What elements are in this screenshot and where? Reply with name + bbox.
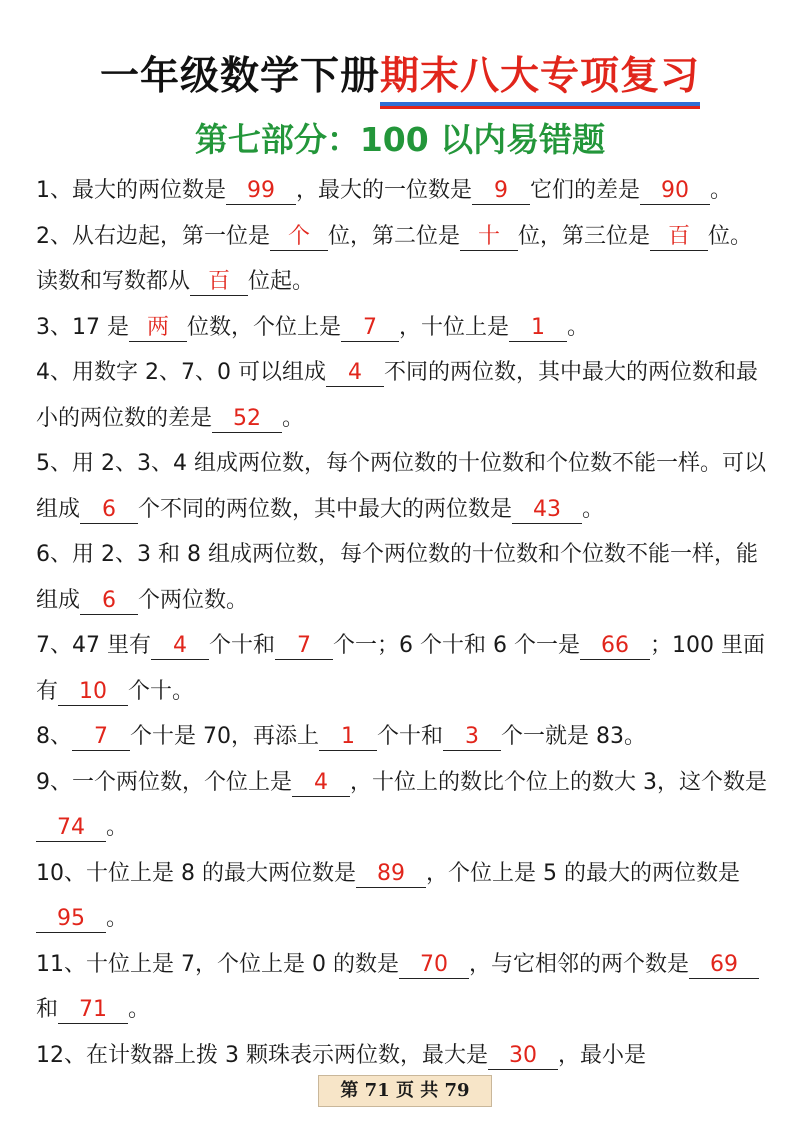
answer-blank: 4	[292, 770, 350, 797]
question-text: 它们的差是	[530, 178, 641, 203]
answer-blank: 7	[341, 315, 399, 342]
answer-blank: 43	[512, 497, 582, 524]
answer-blank: 百	[650, 224, 708, 251]
question-text: 。	[567, 314, 590, 340]
question-text: 个十和	[209, 633, 276, 658]
question-text: ，最大的一位数是	[296, 178, 473, 203]
answer-blank: 52	[212, 406, 282, 433]
question-item	[36, 760, 772, 851]
question-text: ，与它相邻的两个数是	[468, 951, 689, 977]
answer-blank: 6	[80, 588, 138, 615]
answer-blank: 66	[580, 633, 650, 660]
question-text: 位，第二位是	[328, 223, 461, 249]
answer-blank: 30	[488, 1043, 558, 1070]
question-text: 个十是 70，再添上	[130, 724, 319, 749]
question-text: 。	[106, 906, 129, 931]
question-text: 个一；6 个十和 6 个一是	[333, 633, 580, 658]
question-text: 。	[106, 815, 129, 840]
question-item	[36, 168, 772, 214]
question-text: 个十和	[377, 724, 444, 749]
question-text: 个不同的两位数，其中最大的两位数是	[138, 496, 513, 522]
answer-blank: 70	[399, 952, 469, 979]
answer-blank: 3	[443, 724, 501, 751]
question-text: 1、最大的两位数是	[36, 178, 226, 203]
question-item	[36, 214, 772, 305]
question-text: ，十位上是	[399, 314, 510, 340]
question-text: 位，第三位是	[518, 223, 651, 249]
question-text: ，个位上是 5 的最大的两位数是	[425, 860, 740, 886]
answer-blank: 6	[80, 497, 138, 524]
question-text: 11、十位上是 7，个位上是 0 的数是	[36, 951, 399, 977]
question-item	[36, 350, 772, 441]
answer-blank: 69	[689, 952, 759, 979]
answer-blank: 个	[270, 224, 328, 251]
question-text: 不同的两位数，其中最大的两位数和最小的两位数的差是	[36, 360, 758, 431]
answer-blank: 90	[640, 178, 710, 205]
answer-blank: 4	[151, 633, 209, 660]
question-text: 位。读数和写数都从	[36, 223, 753, 294]
title-black-part: 一年级数学下册	[99, 54, 380, 99]
page-number-badge: 第 71 页 共 79	[318, 1075, 492, 1107]
question-text: 个十。	[128, 678, 195, 704]
answer-blank: 89	[356, 861, 426, 888]
answer-blank: 1	[509, 315, 567, 342]
question-text: 9、一个两位数，个位上是	[36, 769, 292, 795]
question-text: 6、用 2、3 和 8 组成两位数，每个两位数的十位数和个位数不能一样，能组成	[36, 542, 758, 613]
question-item	[36, 714, 772, 760]
question-text: 5、用 2、3、4 组成两位数，每个两位数的十位数和个位数不能一样。可以组成	[36, 451, 766, 522]
question-item	[36, 623, 772, 714]
question-text: 8、	[36, 724, 72, 749]
answer-blank: 十	[460, 224, 518, 251]
title-red-part: 期末八大专项复习	[380, 52, 700, 106]
question-text: 。	[710, 178, 733, 203]
question-text: 2、从右边起，第一位是	[36, 223, 270, 249]
question-item	[36, 851, 772, 942]
question-text: 4、用数字 2、7、0 可以组成	[36, 360, 326, 385]
section-subtitle: 第七部分：100 以内易错题	[194, 120, 606, 159]
question-text: 个两位数。	[138, 587, 249, 613]
answer-blank: 71	[58, 997, 128, 1024]
answer-blank: 两	[129, 315, 187, 342]
question-text: 位数，个位上是	[187, 314, 342, 340]
question-text: 个一就是 83。	[501, 724, 647, 749]
question-text: 12、在计数器上拨 3 颗珠表示两位数，最大是	[36, 1042, 488, 1068]
page-title	[0, 52, 800, 106]
question-text: 。	[582, 496, 605, 522]
answer-blank: 95	[36, 906, 106, 933]
answer-blank: 7	[72, 724, 130, 751]
question-text: 和	[36, 997, 59, 1022]
question-text: 。	[282, 405, 305, 431]
question-text: ；100 里面有	[36, 633, 765, 704]
question-text: ，最小是	[557, 1042, 646, 1068]
question-text: 7、47 里有	[36, 633, 151, 658]
answer-blank: 74	[36, 815, 106, 842]
answer-blank: 7	[275, 633, 333, 660]
question-text: 。	[128, 997, 151, 1022]
answer-blank: 百	[190, 269, 248, 296]
question-item	[36, 441, 772, 532]
answer-blank: 10	[58, 679, 128, 706]
answer-blank: 1	[319, 724, 377, 751]
answer-blank: 9	[472, 178, 530, 205]
question-text: 3、17 是	[36, 314, 129, 340]
question-text: 位起。	[248, 269, 315, 294]
question-text: 10、十位上是 8 的最大两位数是	[36, 860, 356, 886]
question-list	[36, 168, 772, 1078]
question-item	[36, 942, 772, 1033]
answer-blank: 99	[226, 178, 296, 205]
question-item	[36, 305, 772, 351]
answer-blank: 4	[326, 360, 384, 387]
question-text: ，十位上的数比个位上的数大 3，这个数是	[350, 769, 767, 795]
question-item	[36, 1033, 772, 1079]
question-item	[36, 532, 772, 623]
